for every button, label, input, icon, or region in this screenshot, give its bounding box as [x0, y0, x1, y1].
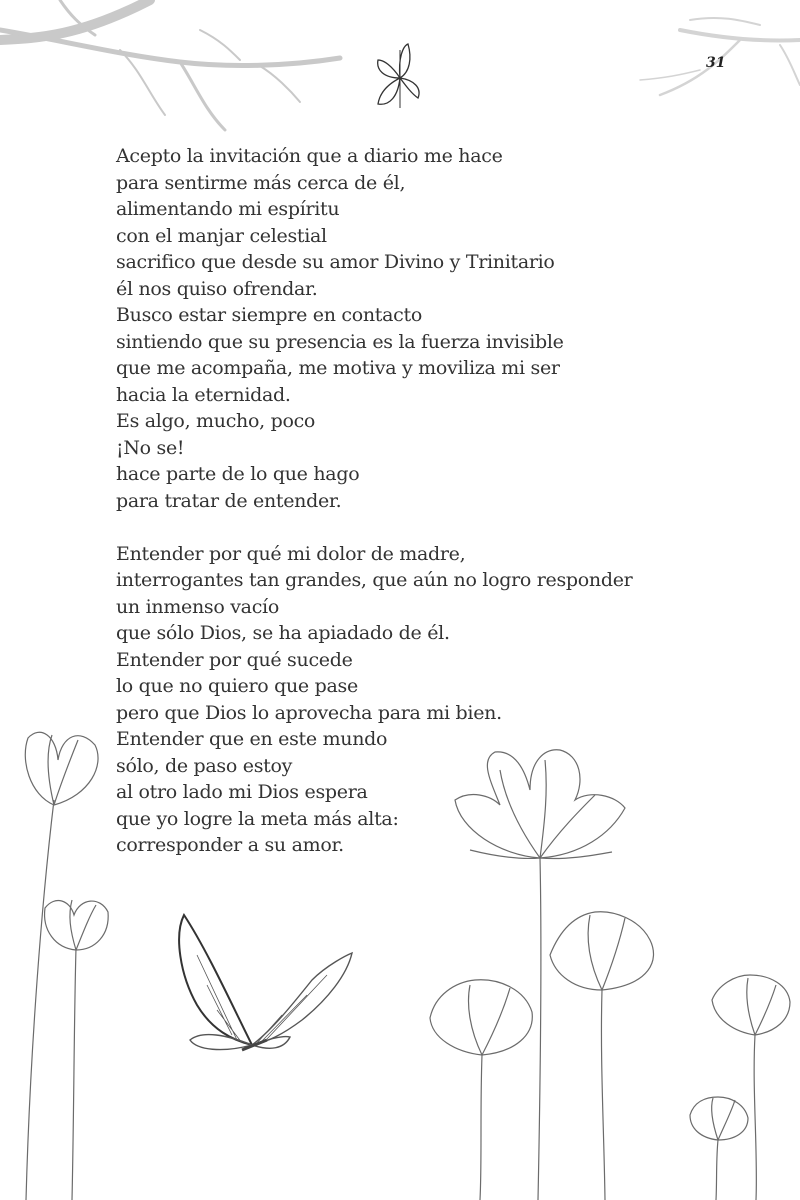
page-number: 31	[706, 55, 726, 71]
poem-body	[116, 143, 736, 885]
poem-line: que yo logre la meta más alta:	[116, 807, 399, 830]
poem-line: un inmenso vacío	[116, 595, 279, 618]
poem-line: con el manjar celestial	[116, 224, 327, 247]
poem-line: hace parte de lo que hago	[116, 463, 360, 485]
poem-line: hacia la eternidad.	[116, 383, 291, 406]
poem-line: ¡No se!	[116, 436, 185, 459]
poem-line: al otro lado mi Dios espera	[116, 781, 368, 803]
stanza	[116, 143, 736, 514]
poem-line: él nos quiso ofrendar.	[116, 277, 318, 300]
poem-line: que me acompaña, me motiva y moviliza mi ser	[116, 357, 560, 379]
butterfly-large-icon	[179, 915, 352, 1050]
poem-line: sólo, de paso estoy	[116, 754, 293, 777]
poem-line: Busco estar siempre en contacto	[116, 304, 422, 326]
poem-line: Entender que en este mundo	[116, 728, 388, 750]
poem-line: Acepto la invitación que a diario me hace	[116, 145, 503, 167]
poem-line: pero que Dios lo aprovecha para mi bien.	[116, 701, 502, 724]
poem-line: Es algo, mucho, poco	[116, 410, 316, 432]
poem-line: interrogantes tan grandes, que aún no logro responder	[116, 569, 633, 591]
poem-line: para sentirme más cerca de él,	[116, 171, 406, 194]
poem-line: Entender por qué sucede	[116, 648, 353, 671]
poem-line: sacrifico que desde su amor Divino y Trinitario	[116, 251, 555, 273]
poem-line: corresponder a su amor.	[116, 834, 344, 856]
stanza	[116, 541, 736, 859]
poem-line: para tratar de entender.	[116, 489, 342, 512]
poem-line: Entender por qué mi dolor de madre,	[116, 542, 466, 565]
poem-line: alimentando mi espíritu	[116, 198, 340, 220]
poem-line: lo que no quiero que pase	[116, 675, 358, 697]
butterfly-small-icon	[378, 44, 419, 108]
poem-line: que sólo Dios, se ha apiadado de él.	[116, 622, 450, 644]
poem-line: sintiendo que su presencia es la fuerza invisible	[116, 330, 564, 353]
tree-branch-left-icon	[0, 0, 340, 130]
